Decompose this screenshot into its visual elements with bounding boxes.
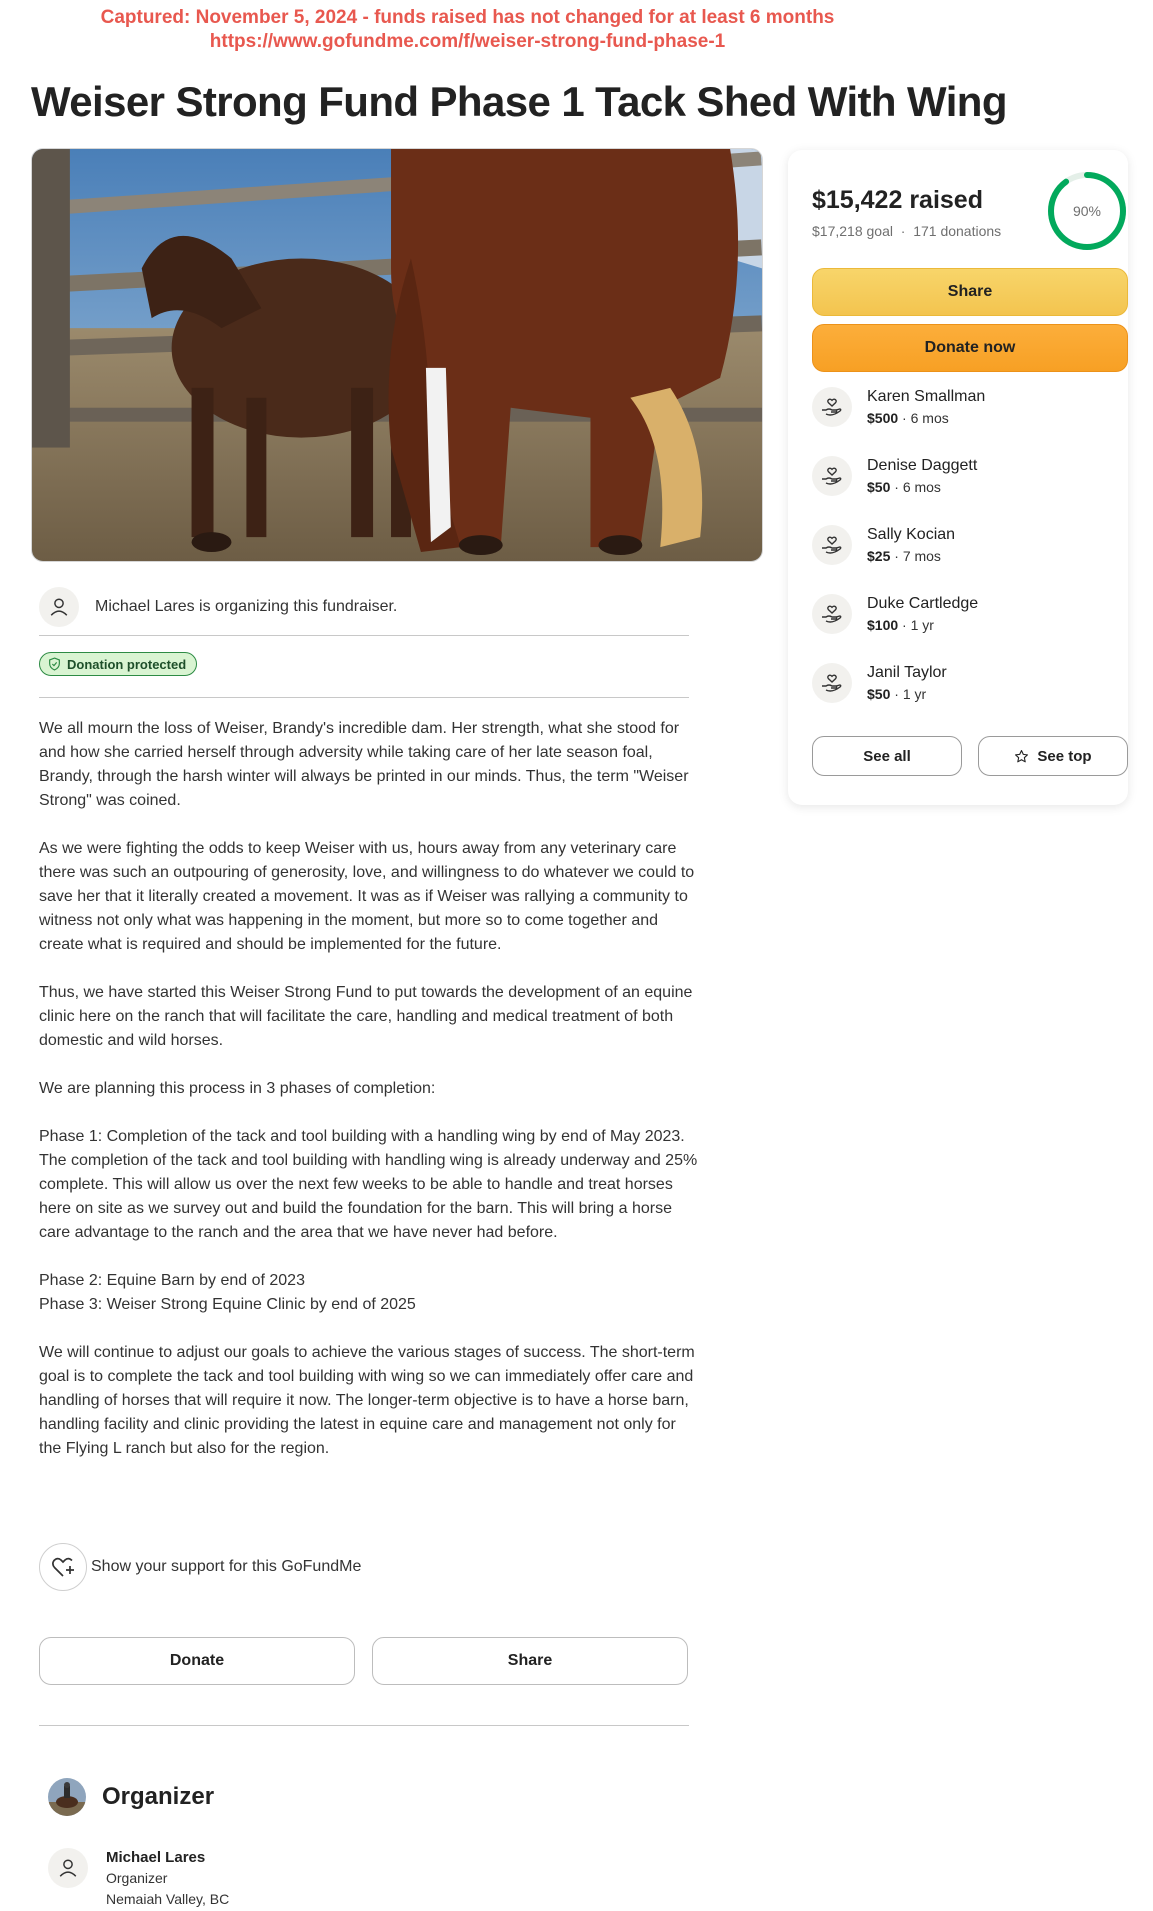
see-top-button[interactable] bbox=[978, 736, 1128, 776]
donation-item: Karen Smallman $500 · 6 mos bbox=[812, 382, 1112, 432]
user-icon bbox=[57, 1857, 79, 1879]
donation-item: Janil Taylor $50 · 1 yr bbox=[812, 658, 1112, 708]
donation-time: 6 mos bbox=[910, 410, 949, 426]
amount-raised: $15,422 raised bbox=[812, 186, 983, 214]
separator-dot: · bbox=[896, 223, 910, 239]
rider-photo-icon bbox=[48, 1778, 86, 1816]
donor-name: Karen Smallman bbox=[867, 388, 986, 405]
sidebar-share-button[interactable]: Share bbox=[812, 268, 1128, 316]
support-text: Show your support for this GoFundMe bbox=[91, 1558, 362, 1575]
star-icon bbox=[1014, 749, 1029, 764]
donation-item: Duke Cartledge $100 · 1 yr bbox=[812, 589, 1112, 639]
organizer-heading-label: Organizer bbox=[102, 1783, 215, 1810]
donation-icon-wrap bbox=[812, 456, 852, 496]
story-paragraph: Thus, we have started this Weiser Strong Fund to put towards the development of an equine clinic here on the ranch that will facilitate the care, handling and medical treatment of both domestic and wild horses. bbox=[39, 984, 693, 1049]
organizer-photo bbox=[48, 1778, 86, 1816]
organizer-name: Michael Lares bbox=[106, 1849, 206, 1866]
donation-time: 7 mos bbox=[902, 548, 941, 564]
donation-icon-wrap bbox=[812, 663, 852, 703]
organizer-card[interactable] bbox=[48, 1848, 229, 1910]
badge-label: Donation protected bbox=[67, 656, 187, 672]
capture-banner bbox=[0, 6, 935, 54]
divider bbox=[39, 697, 689, 698]
organizer-line-text: Michael Lares is organizing this fundraiser. bbox=[95, 598, 398, 615]
donation-amount: $100 bbox=[867, 617, 899, 633]
organizer-role: Organizer bbox=[106, 1870, 168, 1886]
donate-now-button[interactable]: Donate now bbox=[812, 324, 1128, 372]
photo-horses-icon bbox=[32, 149, 762, 561]
hand-heart-icon bbox=[820, 533, 844, 557]
donate-button[interactable]: Donate bbox=[39, 1637, 355, 1685]
capture-url: https://www.gofundme.com/f/weiser-strong-fund-phase-1 bbox=[209, 31, 726, 52]
donation-count: 171 donations bbox=[913, 223, 1002, 239]
page-title: Weiser Strong Fund Phase 1 Tack Shed With Wing bbox=[31, 78, 1007, 125]
story-paragraph: We all mourn the loss of Weiser, Brandy's incredible dam. Her strength, what she stood for and how she carried herself through adversity while taking care of her late season foal, Brandy, through the harsh winter will always be printed in our minds. Thus, the term "Weiser Strong" was coined. bbox=[39, 720, 689, 809]
support-prompt[interactable] bbox=[39, 1543, 361, 1591]
donation-amount: $50 bbox=[867, 479, 891, 495]
donor-name: Janil Taylor bbox=[867, 664, 947, 681]
hand-heart-icon bbox=[820, 395, 844, 419]
donation-item: Denise Daggett $50 · 6 mos bbox=[812, 451, 1112, 501]
user-icon bbox=[48, 596, 70, 618]
hand-heart-icon bbox=[820, 671, 844, 695]
goal-summary bbox=[812, 223, 1001, 239]
see-top-label: See top bbox=[1037, 747, 1092, 765]
share-button[interactable]: Share bbox=[372, 1637, 688, 1685]
donation-time: 1 yr bbox=[902, 686, 927, 702]
donation-sidebar bbox=[788, 150, 1128, 805]
heart-button[interactable] bbox=[39, 1543, 87, 1591]
heart-plus-icon bbox=[51, 1556, 75, 1578]
donation-time: 6 mos bbox=[902, 479, 941, 495]
capture-date: Captured: November 5, 2024 - funds raised has not changed for at least 6 months bbox=[100, 7, 835, 28]
progress-label: 90% bbox=[1072, 203, 1102, 219]
organizer-line bbox=[39, 579, 689, 635]
story-paragraph: As we were fighting the odds to keep Weiser with us, hours away from any veterinary care there was such an outpouring of generosity, love, and willingness to do whatever we could to save her that it literally created a movement. It was as if Weiser was rallying a community to witness not only what was happening in the moment, but more so to come together and create what is required and should be implemented for the future. bbox=[39, 840, 695, 953]
story-paragraph: Phase 1: Completion of the tack and tool building with a handling wing by end of May 2023. The completion of the tack and tool building with handling wing is already underway and 25% complete. This will allow us over the next few weeks to be able to handle and treat horses here on site as we survey out and build the foundation for the barn. This will bring a horse care advantage to the ranch and the area that we have never had before. bbox=[39, 1128, 698, 1241]
donation-item: Sally Kocian $25 · 7 mos bbox=[812, 520, 1112, 570]
story-text bbox=[39, 717, 699, 1485]
organizer-heading bbox=[48, 1778, 214, 1816]
donor-name: Denise Daggett bbox=[867, 457, 978, 474]
donation-time: 1 yr bbox=[910, 617, 934, 633]
donation-amount: $25 bbox=[867, 548, 891, 564]
donor-name: Duke Cartledge bbox=[867, 595, 979, 612]
goal-amount: $17,218 goal bbox=[812, 223, 893, 239]
divider bbox=[39, 635, 689, 636]
organizer-location: Nemaiah Valley, BC bbox=[106, 1891, 230, 1907]
donation-protected-badge[interactable] bbox=[39, 652, 197, 676]
avatar bbox=[39, 587, 79, 627]
donation-amount: $50 bbox=[867, 686, 891, 702]
donation-amount: $500 bbox=[867, 410, 899, 426]
donor-name: Sally Kocian bbox=[867, 526, 956, 543]
divider bbox=[39, 1725, 689, 1726]
shield-check-icon bbox=[48, 657, 61, 671]
hand-heart-icon bbox=[820, 464, 844, 488]
story-paragraph: We are planning this process in 3 phases of completion: bbox=[39, 1080, 436, 1097]
see-all-button[interactable]: See all bbox=[812, 736, 962, 776]
donation-icon-wrap bbox=[812, 594, 852, 634]
donation-icon-wrap bbox=[812, 387, 852, 427]
avatar bbox=[48, 1848, 88, 1888]
story-paragraph: We will continue to adjust our goals to achieve the various stages of success. The short-term goal is to complete the tack and tool building with wing so we can immediately offer care and handling of horses that will require it now. The longer-term objective is to have a horse barn, handling facility and clinic providing the latest in equine care and management not only for the Flying L ranch but also for the region. bbox=[39, 1344, 695, 1457]
story-paragraph: Phase 2: Equine Barn by end of 2023 Phase 3: Weiser Strong Equine Clinic by end of 2025 bbox=[39, 1272, 416, 1313]
hand-heart-icon bbox=[820, 602, 844, 626]
hero-image[interactable] bbox=[31, 148, 763, 562]
donation-icon-wrap bbox=[812, 525, 852, 565]
